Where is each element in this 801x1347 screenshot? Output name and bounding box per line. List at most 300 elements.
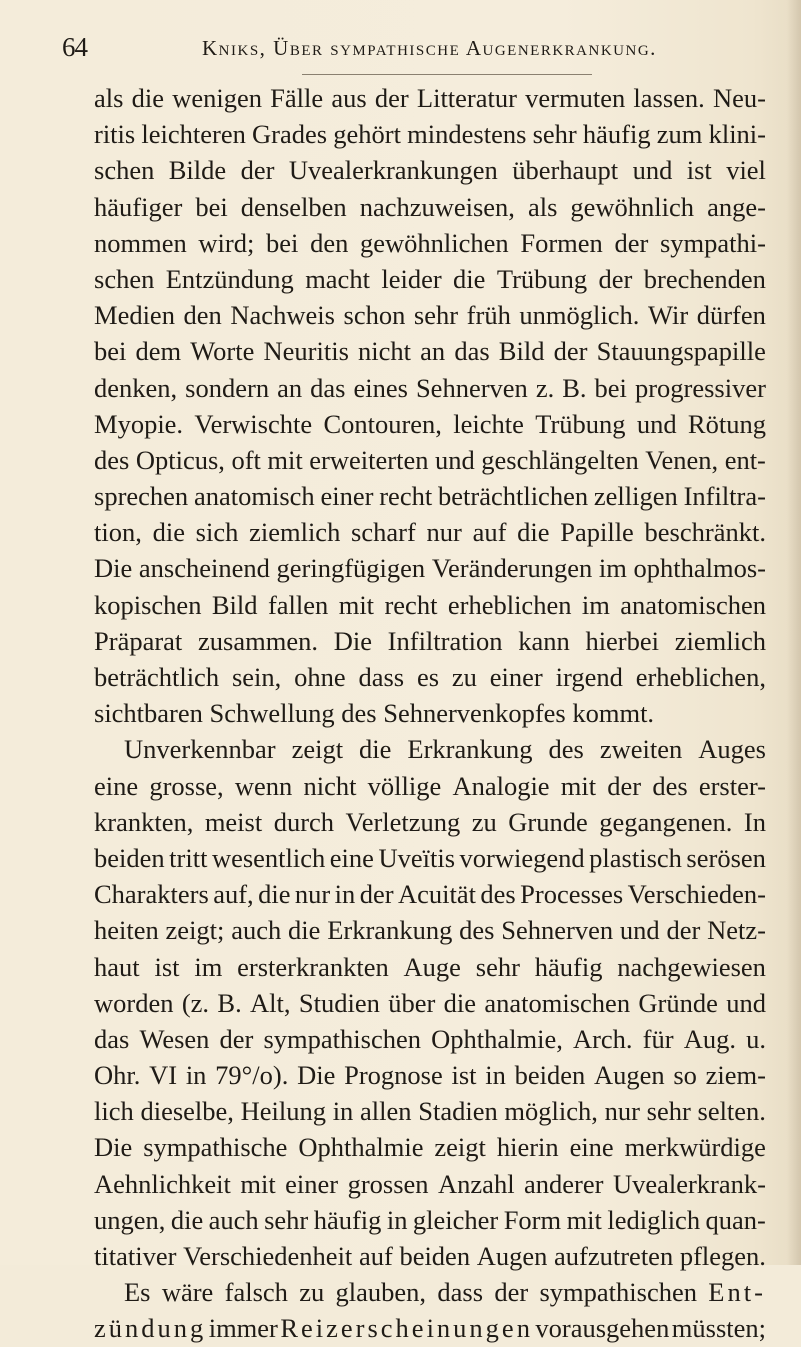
word: gewöhnlich (570, 191, 695, 222)
word: nachzuweisen, (359, 191, 515, 222)
word: der (359, 879, 394, 910)
word: für (642, 1023, 674, 1054)
text-line (94, 659, 766, 695)
word: häufig (534, 951, 603, 982)
word: allen (360, 1096, 412, 1127)
word: ersterkrankten (237, 951, 389, 982)
text-line (94, 985, 766, 1021)
word: mit (566, 1204, 602, 1235)
text-line (94, 912, 766, 948)
word: falsch (224, 1277, 288, 1308)
word: dass (358, 662, 405, 692)
word: Alt, (250, 987, 291, 1018)
word: Grunde (508, 806, 588, 837)
word: den (183, 300, 222, 331)
word: plastisch (589, 842, 682, 873)
word: sehr (413, 300, 459, 331)
word: Erkrankung (407, 734, 533, 765)
word: der (494, 1277, 529, 1308)
word: anderer (524, 1168, 604, 1199)
word: hierin (496, 1132, 559, 1163)
word: zum (656, 119, 703, 150)
word: Verletzung (345, 806, 461, 837)
word: Papille (560, 517, 634, 548)
word: Erkrankung (327, 915, 453, 946)
text-line (94, 876, 766, 912)
word: fallen (267, 589, 329, 620)
word: wenn (234, 770, 293, 801)
word: Es (124, 1277, 151, 1308)
word: Wir (648, 300, 689, 331)
word: wenigen (172, 83, 262, 113)
word: die (453, 263, 486, 294)
word: Fälle (270, 83, 324, 113)
word: aufzutreten (554, 1241, 674, 1271)
word: nommen (94, 227, 187, 258)
word: gleicher (412, 1204, 499, 1235)
word: schen (94, 263, 155, 294)
word: meist (204, 806, 263, 837)
word: pflegen. (679, 1241, 766, 1271)
word: häufig (582, 119, 651, 150)
word: nur (604, 1096, 640, 1127)
word: viel (726, 155, 766, 186)
word: Augen (593, 1060, 665, 1091)
text-line (94, 297, 766, 333)
word: ziemlich (674, 625, 766, 656)
word: Anzahl (438, 1168, 515, 1199)
word: und (632, 155, 673, 186)
word: über (388, 987, 436, 1018)
word: denselben (240, 191, 347, 222)
word: häufiger (94, 191, 183, 222)
word: nur (426, 517, 462, 548)
word: Nachweis (230, 300, 335, 331)
word: Infiltra- (683, 481, 766, 512)
word: im (194, 951, 223, 982)
text-line (94, 370, 766, 406)
word: als (527, 191, 558, 222)
word: ist (686, 155, 712, 186)
word: die (443, 987, 477, 1018)
word: kopischen (94, 589, 202, 620)
text-line (94, 1021, 766, 1057)
word: Bild (498, 336, 545, 367)
text-line (94, 333, 766, 369)
word: in (386, 1204, 408, 1235)
word: Ophthalmie (298, 1132, 424, 1163)
word: nicht (303, 770, 357, 801)
word: mit (240, 1168, 276, 1199)
word: bei (594, 372, 627, 403)
word: Netz- (707, 915, 766, 946)
word: vorausgehen (535, 1313, 670, 1344)
word: bei (266, 227, 299, 258)
word: wäre (161, 1277, 214, 1308)
word: Auge (403, 951, 461, 982)
word: leider (381, 263, 442, 294)
word: aus (331, 83, 367, 113)
word: eine (569, 1132, 614, 1163)
text-line (94, 1129, 766, 1165)
word: Medien (94, 300, 175, 331)
word: der (240, 155, 275, 186)
word: auch (208, 1204, 259, 1235)
page-edge-shadow (787, 0, 801, 1265)
text-line (94, 478, 766, 514)
word: anscheinend (138, 553, 270, 584)
word: an (420, 336, 446, 367)
word: beiden (94, 842, 165, 873)
word: oft (231, 444, 261, 475)
word: Myopie. (94, 408, 184, 439)
word: erweiterten (309, 444, 429, 475)
word: sympathischen (539, 1277, 697, 1308)
word: der (598, 263, 633, 294)
text-line: sichtbaren Schwellung des Sehnervenkopfes kommt. (94, 698, 655, 729)
word: irgend (555, 662, 623, 692)
word: Ohr. (94, 1060, 141, 1091)
text-line (94, 1238, 766, 1274)
running-head-title: Kniks, Über sympathische Augenerkrankung. (202, 36, 657, 60)
text-line (94, 587, 766, 623)
word: titativer (94, 1241, 177, 1271)
word: im (581, 589, 610, 620)
word: Die (297, 1060, 336, 1091)
word: im (598, 553, 627, 584)
word: der (553, 336, 588, 367)
word: Verschieden- (627, 879, 766, 910)
text-line (94, 116, 766, 152)
word: Acuität (397, 879, 476, 910)
word: Präparat (94, 625, 183, 656)
word: Verwischte (194, 408, 313, 439)
word: in (185, 1060, 207, 1091)
word: an (277, 372, 303, 403)
word: bei (94, 336, 127, 367)
word: durch (273, 806, 335, 837)
word: Sehnerven (501, 915, 614, 946)
word: sehr (532, 119, 577, 150)
word: selten. (697, 1096, 766, 1127)
word: B. (562, 372, 587, 403)
word: das (454, 336, 490, 367)
text-line (94, 768, 766, 804)
word: auf (358, 1241, 393, 1271)
word: Infiltration (387, 625, 503, 656)
word: überhaupt (512, 155, 619, 186)
word: ziemlich (249, 517, 341, 548)
word: beiden (514, 1060, 586, 1091)
word: anatomischen (484, 987, 631, 1018)
word: zeigt; (165, 915, 225, 946)
word: z. (535, 372, 555, 403)
word: ritis (94, 119, 136, 150)
word: lediglich (607, 1204, 701, 1235)
word: des (94, 444, 130, 475)
word: möglich, (504, 1096, 598, 1127)
text-line (94, 1310, 766, 1346)
word: Die (94, 553, 133, 584)
word: das (310, 372, 346, 403)
page-number: 64 (62, 32, 87, 62)
word: brechenden (643, 263, 766, 294)
word: Sehnerven (415, 372, 528, 403)
word: ziem- (705, 1060, 766, 1091)
word: einer (320, 481, 374, 512)
word: ohne (294, 662, 346, 692)
word: glauben, (335, 1277, 427, 1308)
word: ophthalmos- (633, 553, 766, 584)
word: auf, (213, 879, 254, 910)
header-rule (302, 74, 592, 75)
word: lassen. (633, 83, 705, 113)
text-line (94, 840, 766, 876)
word: (z. (181, 987, 210, 1018)
word: leichte (453, 408, 524, 439)
text-line (94, 623, 766, 659)
word: früh (466, 300, 511, 331)
word: sehr (264, 1204, 309, 1235)
text-line (94, 949, 766, 985)
word: und (636, 408, 677, 439)
word: Litteratur (416, 83, 517, 113)
word: Formen (520, 227, 603, 258)
word: die (258, 879, 291, 910)
word: mit (560, 770, 597, 801)
word: einer (285, 1168, 339, 1199)
word: einer (489, 662, 543, 692)
word: des (459, 915, 495, 946)
word: eine (329, 842, 374, 873)
word: Grades (252, 119, 328, 150)
word: sehr (475, 951, 520, 982)
word: Die (333, 625, 372, 656)
word: zweiten (599, 734, 683, 765)
text-line (94, 1166, 766, 1202)
word: beträchtlich (94, 662, 220, 692)
word: so (673, 1060, 697, 1091)
text-line (94, 261, 766, 297)
word: eine (94, 770, 139, 801)
word: Die (94, 1132, 133, 1163)
word: der (219, 1023, 254, 1054)
word: Ophthalmie, (431, 1023, 563, 1054)
word: und (435, 444, 475, 475)
text-line (94, 442, 766, 478)
word: nachgewiesen (617, 951, 766, 982)
word: ist (154, 951, 180, 982)
word: gegangenen. (599, 806, 733, 837)
text-line (94, 152, 766, 188)
word: sprechen (94, 481, 189, 512)
word: dieselbe, (140, 1096, 234, 1127)
word: VI (149, 1060, 178, 1091)
word: Trübung (535, 408, 626, 439)
word: in (332, 1096, 354, 1127)
word: nur (294, 879, 331, 910)
text-line (94, 189, 766, 225)
word: sympathischen (263, 1023, 421, 1054)
word: Analogie (452, 770, 550, 801)
word: vorwiegend (459, 842, 585, 873)
word: mindestens (407, 119, 527, 150)
word: das (94, 1023, 130, 1054)
word: Stauungspapille (596, 336, 766, 367)
word: erheblichen (447, 589, 572, 620)
body-text (94, 80, 766, 1347)
word: Neu- (712, 83, 766, 113)
word: quan- (705, 1204, 766, 1235)
word: in (485, 1060, 506, 1091)
word: die (288, 915, 321, 946)
word: unmöglich. (519, 300, 640, 331)
word: Augen (476, 1241, 548, 1271)
word: zeigt (291, 734, 344, 765)
word: worden (94, 987, 174, 1018)
text-line (94, 1057, 766, 1093)
word: recht (384, 589, 438, 620)
word: die (517, 517, 550, 548)
word: u. (746, 1023, 766, 1054)
word: Uvealerkrankungen (288, 155, 498, 186)
word: Veränderungen (431, 553, 593, 584)
word: klini- (708, 119, 766, 150)
word: wesentlich (211, 842, 326, 873)
word: der (374, 83, 409, 113)
word: krankten, (94, 806, 194, 837)
word: denken, (94, 372, 178, 403)
text-line (94, 731, 766, 767)
word: Processes (520, 879, 624, 910)
text-line (94, 514, 766, 550)
word: Worte (190, 336, 255, 367)
word: tion, (94, 517, 142, 548)
word: Studien (298, 987, 380, 1018)
word: den (310, 227, 349, 258)
word: gehört (333, 119, 401, 150)
word: dürfen (696, 300, 766, 331)
word: Contouren, (323, 408, 442, 439)
word: auch (231, 915, 282, 946)
word: Stadien (418, 1096, 498, 1127)
word: der (614, 227, 649, 258)
word: Rötung (687, 408, 766, 439)
word: scharf (351, 517, 416, 548)
text-line (94, 406, 766, 442)
word: Heilung (240, 1096, 326, 1127)
word: zu (471, 806, 497, 837)
word: und (726, 987, 766, 1018)
text-line (94, 804, 766, 840)
word: zu (299, 1277, 325, 1308)
word: die (152, 517, 185, 548)
word: heiten (94, 915, 159, 946)
word: dass (437, 1277, 484, 1308)
text-line (94, 225, 766, 261)
word: Uvealerkrank- (612, 1168, 766, 1199)
word: müssten; (671, 1313, 766, 1344)
word: Gründe (638, 987, 718, 1018)
word: zeigt (434, 1132, 486, 1163)
word: Unverkennbar (124, 734, 276, 765)
word: ange- (707, 191, 766, 222)
word: Neuritis (263, 336, 349, 367)
word: haut (94, 951, 140, 982)
word: der (666, 915, 701, 946)
word: Bild (211, 589, 258, 620)
word: gewöhnlichen (360, 227, 509, 258)
word: Form (503, 1204, 562, 1235)
word: wird; (198, 227, 255, 258)
word: grosse, (149, 770, 224, 801)
word: Wesen (139, 1023, 210, 1054)
word: progressiver (634, 372, 766, 403)
word: sein, (231, 662, 282, 692)
word: eines (353, 372, 408, 403)
word: Uveïtis (378, 842, 456, 873)
word: Prognose (344, 1060, 443, 1091)
word: bei (195, 191, 228, 222)
word: lich (94, 1096, 134, 1127)
word: häufig (313, 1204, 382, 1235)
word: B. (217, 987, 242, 1018)
word: vermuten (525, 83, 626, 113)
word: völlige (367, 770, 442, 801)
word: hierbei (585, 625, 660, 656)
word: sehr (646, 1096, 691, 1127)
word: die (131, 83, 164, 113)
running-head (62, 30, 762, 70)
word: Entzündung (165, 263, 294, 294)
word: Venen, (645, 444, 719, 475)
text-line (94, 550, 766, 586)
word: ist (451, 1060, 477, 1091)
word: macht (305, 263, 370, 294)
word: anatomisch (193, 481, 315, 512)
word: schon (343, 300, 406, 331)
word: dem (135, 336, 182, 367)
word: sich (195, 517, 239, 548)
word: beträchtlichen (438, 481, 589, 512)
word: Verschiedenheit (183, 1241, 353, 1271)
word: sympathi- (659, 227, 766, 258)
word: In (743, 806, 766, 837)
word: kann (518, 625, 570, 656)
word: in (334, 879, 356, 910)
text-line (94, 80, 766, 116)
word: Aug. (683, 1023, 736, 1054)
word: es (416, 662, 440, 692)
word: des (548, 734, 584, 765)
word: des (480, 879, 516, 910)
word: Auges (698, 734, 766, 765)
word: die (170, 1204, 204, 1235)
word: der (607, 770, 642, 801)
word: zelligen (593, 481, 678, 512)
text-line (94, 1202, 766, 1238)
text-line (94, 1274, 766, 1310)
word: erheblichen, (635, 662, 766, 692)
text-line (94, 1093, 766, 1129)
word: leichteren (141, 119, 246, 150)
word: als (94, 83, 124, 113)
word: beschränkt. (644, 517, 766, 548)
word: tritt (169, 842, 208, 873)
word: 79°/o). (215, 1060, 289, 1091)
word: zu (451, 662, 477, 692)
word: die (359, 734, 392, 765)
